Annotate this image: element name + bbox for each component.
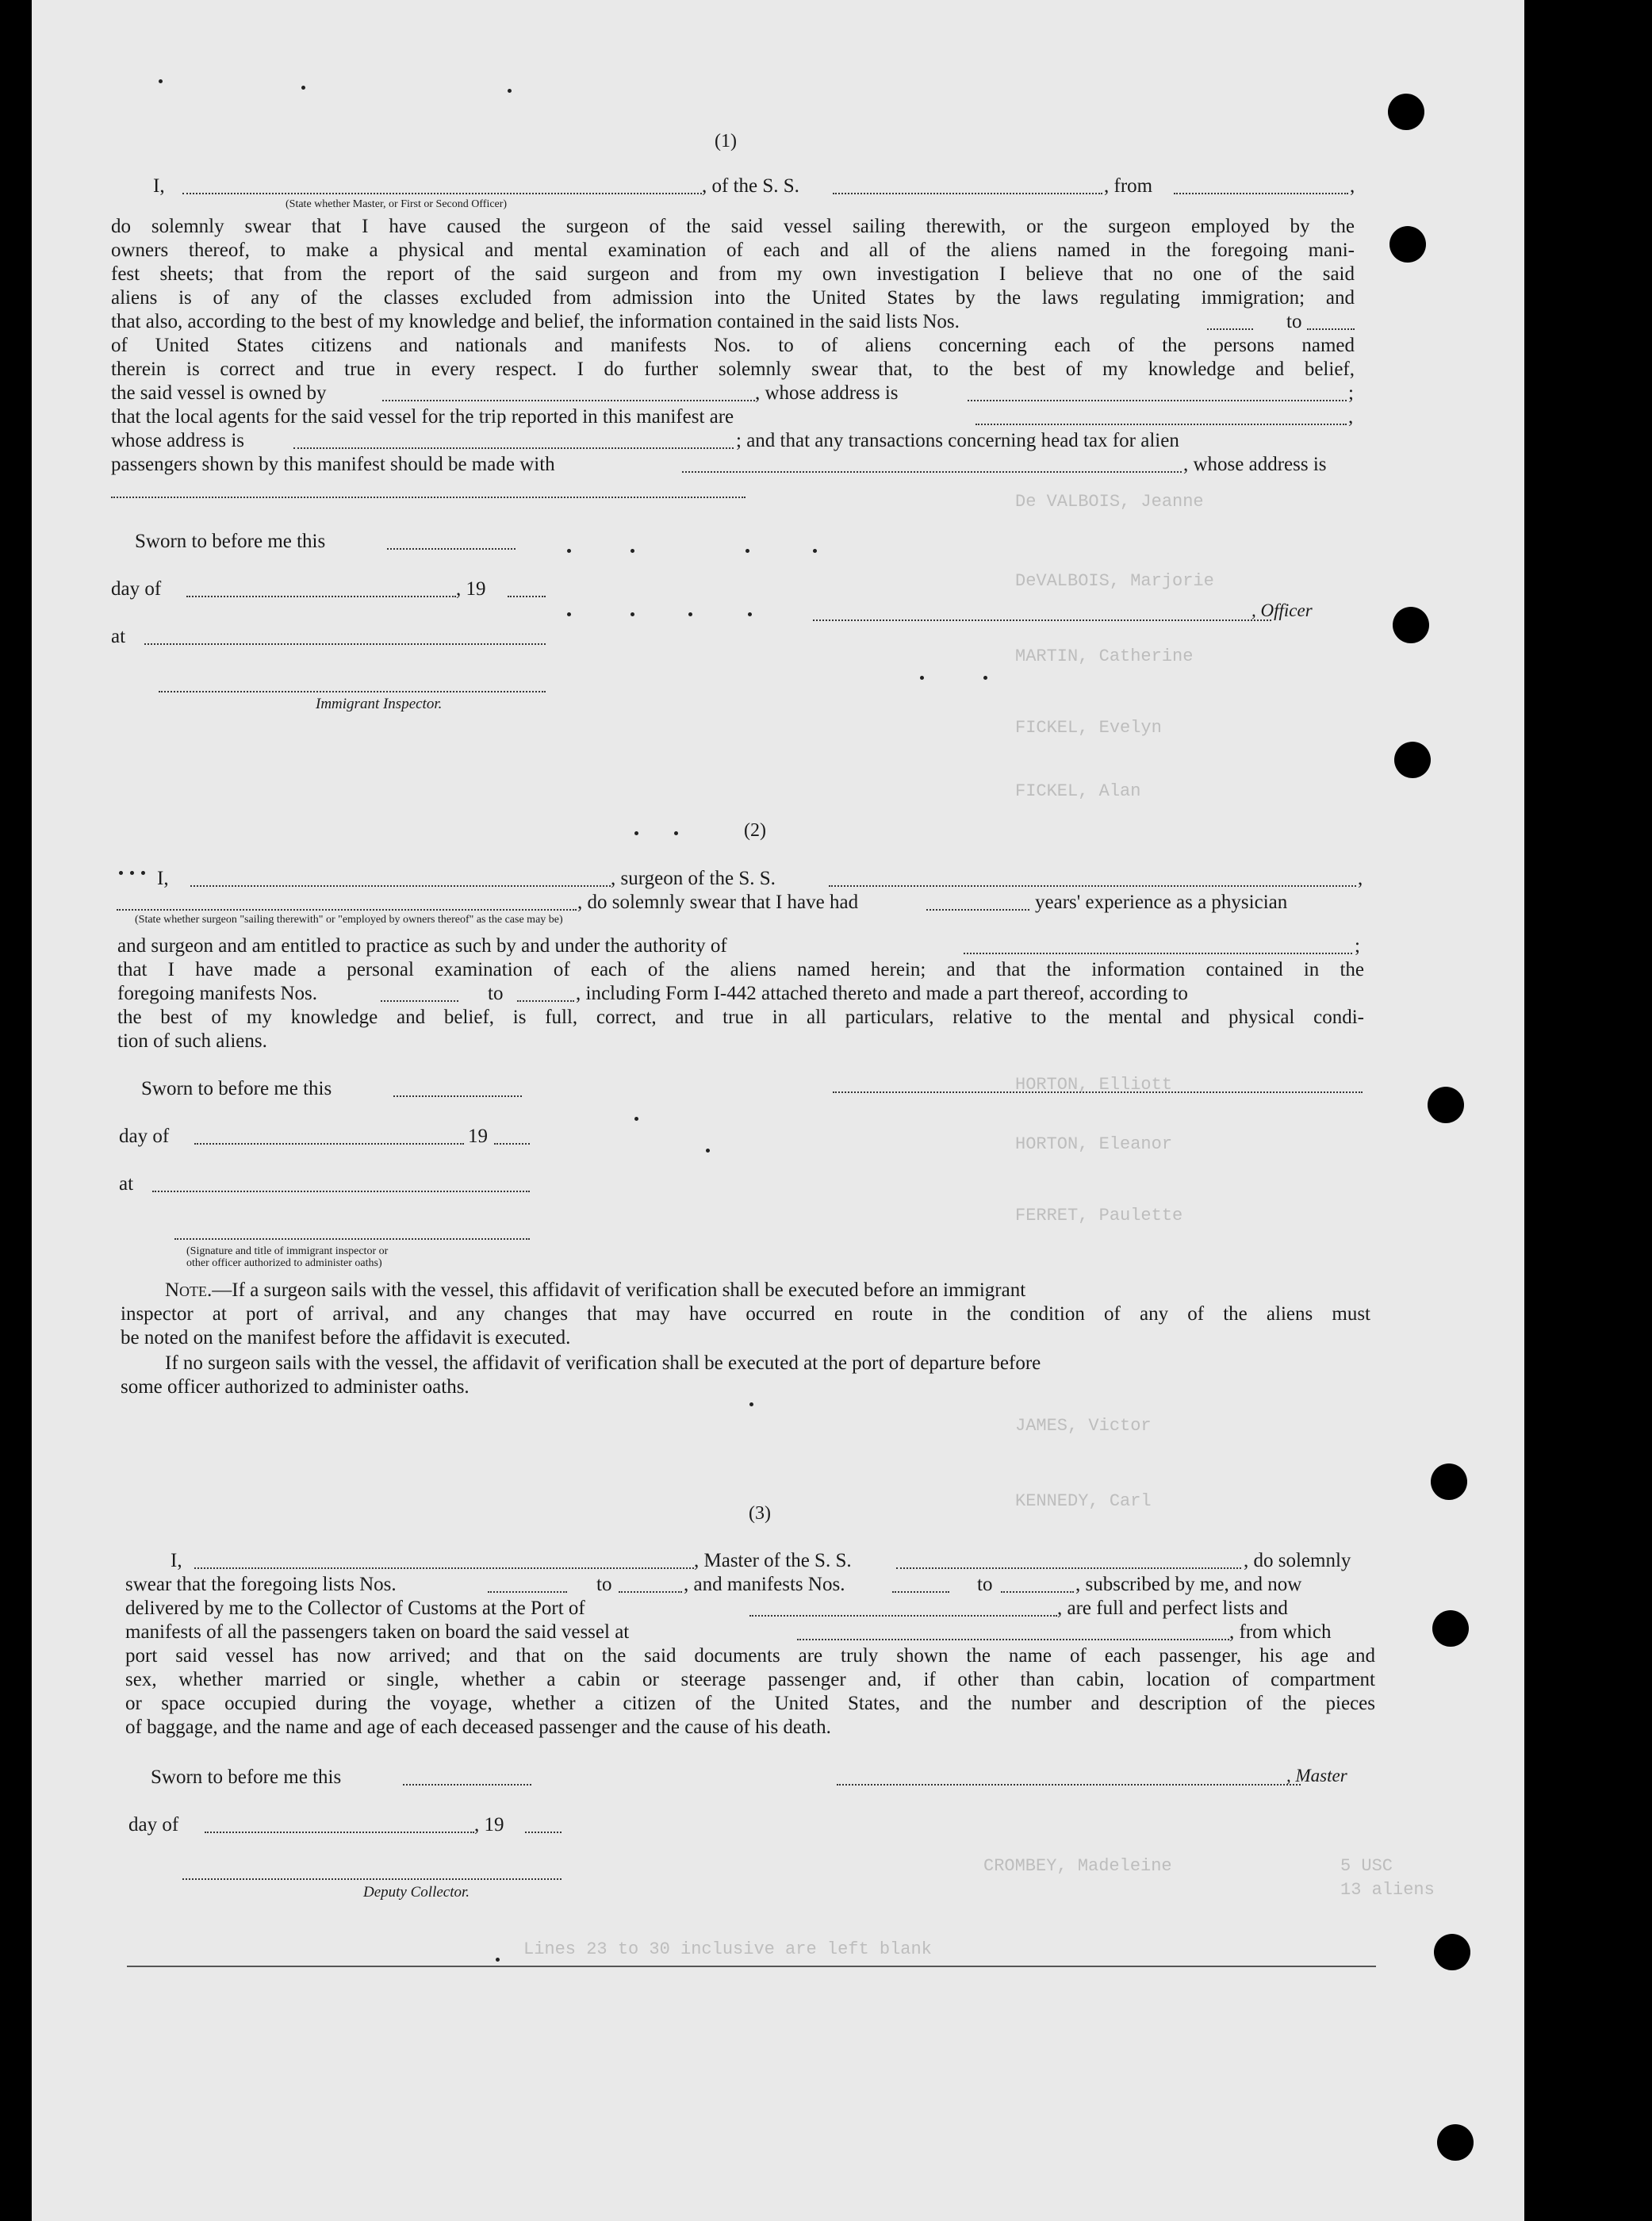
s3-manifests-to-blank xyxy=(1001,1591,1074,1593)
s3-master-signature-blank xyxy=(837,1784,1301,1786)
s1-from-label: , from xyxy=(1104,175,1153,197)
punch-hole xyxy=(1393,607,1429,643)
ink-speck xyxy=(749,1402,753,1406)
s2-swear-label: , do solemnly swear that I have had xyxy=(577,892,859,913)
s1-i-label: I, xyxy=(153,175,165,197)
s2-sworn-label: Sworn to before me this xyxy=(141,1078,332,1099)
s1-inspector-signature-blank xyxy=(159,691,546,692)
s3-lists-to-blank xyxy=(619,1591,682,1593)
section-2-number: (2) xyxy=(744,820,766,841)
bleed-through-line: FERRET, Paulette xyxy=(1015,1206,1183,1226)
s1-owner-address-label: , whose address is xyxy=(755,382,899,404)
s1-head-tax-agent-label: passengers shown by this manifest should be made with xyxy=(111,454,555,475)
s1-day-of-label: day of xyxy=(111,578,162,600)
s3-port-blank xyxy=(749,1615,1057,1617)
ink-speck xyxy=(567,612,571,616)
s3-i-label: I, xyxy=(171,1550,182,1571)
s3-master-name-blank xyxy=(194,1567,694,1569)
s3-collector-caption: Deputy Collector. xyxy=(363,1884,470,1901)
s3-sworn-label: Sworn to before me this xyxy=(151,1766,342,1788)
bleed-through-line: 13 aliens xyxy=(1340,1880,1435,1900)
s2-i-label: I, xyxy=(157,868,169,889)
bleed-through-line: KENNEDY, Carl xyxy=(1015,1491,1152,1511)
s1-lists-from-blank xyxy=(1207,328,1253,330)
s3-year-blank xyxy=(525,1832,562,1833)
punch-hole xyxy=(1389,226,1426,263)
s2-manifests-from-blank xyxy=(381,1000,458,1002)
bleed-through-line: MARTIN, Catherine xyxy=(1015,646,1194,666)
s3-lists-from-blank xyxy=(488,1591,567,1593)
s2-day-of-label: day of xyxy=(119,1126,170,1147)
s2-note-line: inspector at port of arrival, and any changes that may have occurred en route in the condition of any of the aliens must xyxy=(121,1303,1370,1325)
s1-month-blank xyxy=(186,596,456,597)
ink-speck xyxy=(746,549,749,553)
s1-oath-line: of United States citizens and nationals and manifests Nos. to of aliens concerning each of the persons named xyxy=(111,335,1355,356)
s1-oath-line: aliens is of any of the classes excluded from admission into the United States by the laws regulating immigration; and xyxy=(111,287,1355,309)
s1-oath-line: do solemnly swear that I have caused the surgeon of the said vessel sailing therewith, or the surgeon employed by the xyxy=(111,216,1355,237)
bleed-through-line: DeVALBOIS, Marjorie xyxy=(1015,571,1214,591)
s3-subscribed-label: , subscribed by me, and now xyxy=(1075,1574,1302,1595)
s2-form-label: , including Form I-442 attached thereto and made a part thereof, according to xyxy=(576,983,1188,1004)
section-3-number: (3) xyxy=(749,1503,771,1524)
ink-speck xyxy=(688,612,692,616)
s1-oath-line: owners thereof, to make a physical and mental examination of each and all of the aliens named in the foregoing mani- xyxy=(111,240,1355,261)
s2-years-blank xyxy=(926,909,1029,911)
s3-sworn-date-blank xyxy=(403,1784,531,1786)
s2-authority-label: and surgeon and am entitled to practice as such by and under the authority of xyxy=(117,935,727,957)
s2-status-caption: (State whether surgeon "sailing therewith" or "employed by owners thereof" as the case may be) xyxy=(135,914,563,926)
s3-day-of-label: day of xyxy=(128,1814,179,1835)
ink-speck xyxy=(920,676,924,680)
section-1-number: (1) xyxy=(715,131,737,152)
s3-do-solemnly-label: , do solemnly xyxy=(1244,1550,1351,1571)
s1-owner-label: the said vessel is owned by xyxy=(111,382,327,404)
s2-oath-line: tion of such aliens. xyxy=(117,1030,267,1052)
s3-master-ss-label: , Master of the S. S. xyxy=(694,1550,852,1571)
s3-passengers-label: manifests of all the passengers taken on board the said vessel at xyxy=(125,1621,630,1643)
s1-lists-label: that also, according to the best of my knowledge and belief, the information contained in the said lists Nos. xyxy=(111,311,960,332)
s2-oath-line: the best of my knowledge and belief, is full, correct, and true in all particulars, relative to the mental and physical condi- xyxy=(117,1007,1364,1028)
s2-manifests-to-label: to xyxy=(488,983,504,1004)
s2-oath-line: that I have made a personal examination of each of the aliens named herein; and that the information contained in the xyxy=(117,959,1364,980)
s1-place-blank xyxy=(144,643,546,645)
bleed-through-line: CROMBEY, Madeleine xyxy=(983,1856,1172,1876)
ink-speck xyxy=(634,831,638,835)
s2-surgeon-name-blank xyxy=(190,885,611,887)
s2-inspector-signature-blank xyxy=(174,1238,530,1240)
s3-master-label: , Master xyxy=(1286,1766,1347,1786)
ink-speck xyxy=(508,89,512,93)
bottom-rule xyxy=(127,1966,1376,1967)
s3-oath-line: sex, whether married or single, whether a cabin or steerage passenger and, if other than cabin, location of compartment xyxy=(125,1669,1375,1690)
punch-hole xyxy=(1434,1934,1470,1970)
note-label: Note. xyxy=(165,1279,213,1301)
bleed-through-line: De VALBOIS, Jeanne xyxy=(1015,492,1204,512)
ink-speck xyxy=(706,1149,710,1153)
s3-full-lists-label: , are full and perfect lists and xyxy=(1057,1598,1288,1619)
s3-month-blank xyxy=(205,1832,474,1833)
bleed-through-line: JAMES, Victor xyxy=(1015,1416,1152,1436)
ink-speck xyxy=(674,831,678,835)
s1-year-blank xyxy=(508,596,546,597)
s3-manifests-label: , and manifests Nos. xyxy=(684,1574,845,1595)
s1-owner-address-blank xyxy=(968,400,1347,401)
punch-hole xyxy=(1432,1610,1469,1647)
punch-hole xyxy=(1394,742,1431,778)
s2-note-line: be noted on the manifest before the affidavit is executed. xyxy=(121,1327,571,1348)
s3-manifests-from-blank xyxy=(892,1591,949,1593)
ink-speck xyxy=(130,871,134,875)
s1-from-port-blank xyxy=(1174,193,1348,194)
s1-oath-line: fest sheets; that from the report of the said surgeon and from my own investigation I believe that no one of the said xyxy=(111,263,1355,285)
s1-officer-signature-blank xyxy=(813,620,1271,621)
s2-authority-blank xyxy=(964,953,1352,954)
ink-speck xyxy=(567,549,571,553)
ink-speck xyxy=(634,1117,638,1121)
ink-speck xyxy=(301,86,305,90)
s1-inspector-caption: Immigrant Inspector. xyxy=(316,696,443,712)
s3-collector-signature-blank xyxy=(182,1878,562,1880)
s2-manifests-to-blank xyxy=(517,1000,574,1002)
s1-owner-blank xyxy=(382,400,755,401)
s1-at-label: at xyxy=(111,626,126,647)
s2-inspector-caption: (Signature and title of immigrant inspector or xyxy=(186,1245,389,1257)
s2-inspector-caption: other officer authorized to administer oaths) xyxy=(186,1257,382,1269)
s1-head-tax-address-blank xyxy=(111,497,746,498)
bleed-through-line: 5 USC xyxy=(1340,1856,1393,1876)
s2-year-blank xyxy=(494,1143,530,1145)
s3-embark-port-blank xyxy=(797,1639,1229,1640)
bleed-through-line: FICKEL, Evelyn xyxy=(1015,718,1162,738)
ink-speck xyxy=(496,1958,500,1962)
s1-of-ss-label: , of the S. S. xyxy=(702,175,799,197)
bleed-through-line: Lines 23 to 30 inclusive are left blank xyxy=(523,1939,932,1959)
bleed-through-line: HORTON, Elliott xyxy=(1015,1075,1173,1095)
s3-manifests-to-label: to xyxy=(977,1574,993,1595)
s3-oath-line: or space occupied during the voyage, whether a citizen of the United States, and the number and description of the pieces xyxy=(125,1693,1375,1714)
ink-speck xyxy=(631,612,634,616)
s3-ship-name-blank xyxy=(896,1567,1241,1569)
manifest-page: De VALBOIS, Jeanne DeVALBOIS, Marjorie MARTIN, Catherine FICKEL, Evelyn FICKEL, Alan HORTON, Elliott HORTON, Eleanor FERRET, Paulette JAMES, Victor KENNEDY, Carl CROMBEY, Madeleine 5 USC 13 aliens Lines 23 to 30 inclusive are left blank (1) I, , of the S. S. , from , (State whether Master, or First or Second Officer) do solemnly swear that I have caused the surgeon of the said vessel sailing therewith, or the surgeon employed by the owners thereof, to make a physical and mental examination of each and all of the aliens named in the foregoing mani- fest sheets; that from the report of the said surgeon and from my own investigation I believe that no one of the said aliens is of any of the classes excluded from admission into the United States by the laws regulating immigration; and that also, according to the best of my knowledge and belief, the information contained in the said lists Nos. to of United States citizens and nationals and manifests Nos. to of aliens concerning each of the persons named therein is correct and true in every respect. I do further solemnly swear that, to the best of my knowledge and belief, the said vessel is owned by , whose address is ; that the local agents for the said vessel for the trip reported in this manifest are , whose address is ; and that any transactions concerning head tax for alien passengers shown by this manifest should be made with , whose address is Sworn to before me this day of , 19 at Immigrant Inspector. , Officer (2) I, , surgeon of the S. S. , , do solemnly swear that I have had years' experience as a physician (State whether surgeon "sailing therewith" or "employed by owners thereof" as the case may be) and surgeon and am entitled to practice as such by and under the authority of ; that I have made a personal examination of each of the aliens named herein; and that the information contained in the foregoing manifests Nos. to , including Form I-442 attached thereto and made a part thereof, according to the best of my knowledge and belief, is full, correct, and true in all particulars, relative to the mental and physical condi- tion of such aliens. Sworn to before me this day of 19 at (Signature and title of immigrant inspector or other officer authorized to administer oaths) Note.—If a surgeon sails with the vessel, this affidavit of verification shall be executed before an immigrant inspector at port of arrival, and any changes that may have occurred en route in the condition of any of the aliens must be noted on the manifest before the affidavit is executed. If no surgeon sails with the vessel, the affidavit of verification shall be executed at the port of departure before some officer authorized to administer oaths. (3) I, , Master of the S. S. , do solemnly swear that the foregoing lists Nos. to , and manifests Nos. to , subscribed by me, and now delivered by me to the Collector of Customs at the Port of , are full and perfect lists and manifests of all the passengers taken on board the said vessel at , from which port said vessel has now arrived; and that on the said documents are truly shown the name of each passenger, his age and sex, whether married or single, whether a cabin or steerage passenger and, if other than cabin, location of compartment or space occupied during the voyage, whether a citizen of the United States, and the number and description of the pieces of baggage, and the name and age of each deceased passenger and the cause of his death. Sworn to before me this , Master day of , 19 Deputy Collector. xyxy=(32,0,1524,2221)
ink-speck xyxy=(983,676,987,680)
s2-surgeon-status-blank xyxy=(117,909,577,911)
s1-sworn-label: Sworn to before me this xyxy=(135,531,326,552)
ink-speck xyxy=(141,871,145,875)
bleed-through-line: FICKEL, Alan xyxy=(1015,781,1141,801)
s2-experience-label: years' experience as a physician xyxy=(1035,892,1288,913)
s1-sworn-date-blank xyxy=(387,548,516,550)
punch-hole xyxy=(1428,1087,1464,1123)
s1-officer-rank-blank xyxy=(182,193,702,194)
ink-speck xyxy=(813,549,817,553)
s2-note-line: If no surgeon sails with the vessel, the affidavit of verification shall be executed at the port of departure before xyxy=(165,1352,1041,1374)
punch-hole xyxy=(1388,94,1424,130)
s2-sworn-date-blank xyxy=(393,1095,522,1097)
ink-speck xyxy=(631,549,634,553)
s2-surgeon-signature-blank xyxy=(833,1091,1363,1093)
s3-collector-port-label: delivered by me to the Collector of Customs at the Port of xyxy=(125,1598,585,1619)
s3-lists-to-label: to xyxy=(596,1574,612,1595)
s3-year-label: , 19 xyxy=(474,1814,504,1835)
s2-ship-name-blank xyxy=(829,885,1356,887)
s3-from-which-label: , from which xyxy=(1229,1621,1332,1643)
s1-rank-caption: (State whether Master, or First or Second Officer) xyxy=(286,198,508,210)
punch-hole xyxy=(1437,2124,1474,2161)
s2-at-label: at xyxy=(119,1173,134,1195)
ink-speck xyxy=(119,871,123,875)
s1-oath-line: therein is correct and true in every respect. I do further solemnly swear that, to the best of my knowledge and belief, xyxy=(111,359,1355,380)
ink-speck xyxy=(748,612,752,616)
s2-month-blank xyxy=(194,1143,464,1145)
s3-oath-line: port said vessel has now arrived; and that on the said documents are truly shown the name of each passenger, his age and xyxy=(125,1645,1375,1667)
s1-agents-address-label: whose address is xyxy=(111,430,245,451)
s3-oath-line: of baggage, and the name and age of each deceased passenger and the cause of his death. xyxy=(125,1717,831,1738)
s3-lists-label: swear that the foregoing lists Nos. xyxy=(125,1574,397,1595)
s2-year-label: 19 xyxy=(468,1126,488,1147)
s1-ship-name-blank xyxy=(833,193,1102,194)
s1-year-label: , 19 xyxy=(456,578,486,600)
s2-place-blank xyxy=(152,1191,530,1192)
s1-officer-label: , Officer xyxy=(1251,600,1313,620)
s2-note-line: some officer authorized to administer oaths. xyxy=(121,1376,470,1398)
s2-manifests-label: foregoing manifests Nos. xyxy=(117,983,318,1004)
s1-agents-label: that the local agents for the said vessel for the trip reported in this manifest are xyxy=(111,406,734,428)
ink-speck xyxy=(159,79,163,83)
bleed-through-line: HORTON, Eleanor xyxy=(1015,1134,1173,1154)
s1-agents-address-blank xyxy=(293,447,734,449)
s1-lists-to-blank xyxy=(1307,328,1355,330)
s2-note-line: Note.—If a surgeon sails with the vessel, this affidavit of verification shall be executed before an immigrant xyxy=(165,1279,1026,1301)
s2-surgeon-ss-label: , surgeon of the S. S. xyxy=(611,868,776,889)
s1-agents-blank xyxy=(975,424,1347,425)
punch-hole xyxy=(1431,1463,1467,1500)
s1-head-tax-label: ; and that any transactions concerning head tax for alien xyxy=(736,430,1179,451)
s1-head-tax-address-label: , whose address is xyxy=(1183,454,1327,475)
s1-head-tax-agent-blank xyxy=(682,471,1182,473)
s1-lists-to-label: to xyxy=(1286,311,1302,332)
